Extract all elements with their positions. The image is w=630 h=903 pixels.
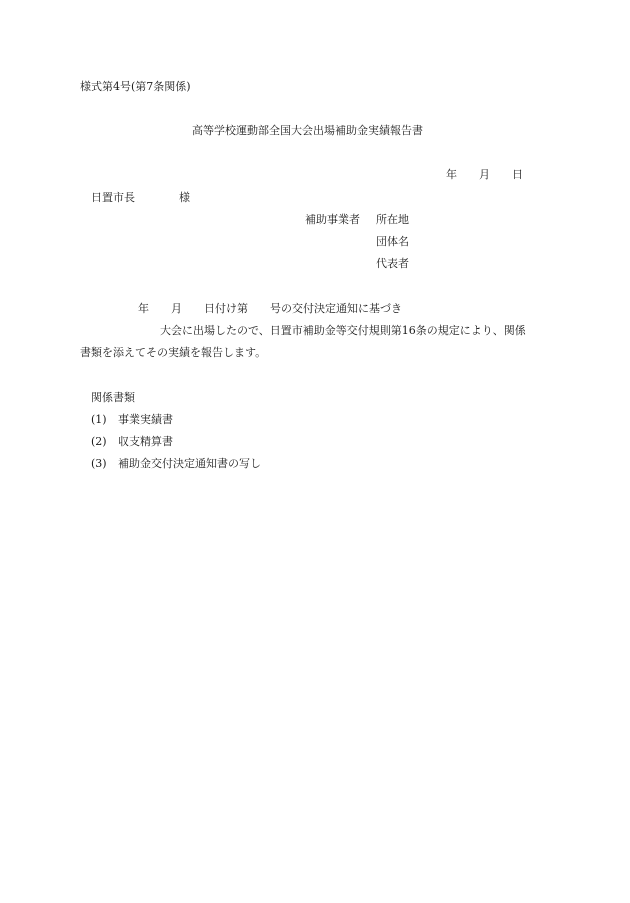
organization-label: 団体名: [376, 235, 409, 248]
addressee: 日置市長 様: [91, 191, 190, 204]
document-item-number: (3): [91, 457, 107, 470]
document-item-label: 事業実績書: [118, 413, 173, 426]
document-item-label: 補助金交付決定通知書の写し: [118, 457, 261, 470]
documents-heading: 関係書類: [91, 391, 135, 404]
representative-label: 代表者: [376, 257, 409, 270]
body-line-2: 大会に出場したので、日置市補助金等交付規則第16条の規定により、関係: [160, 324, 526, 337]
document-item-label: 収支精算書: [118, 435, 173, 448]
document-item-number: (1): [91, 413, 107, 426]
applicant-role: 補助事業者: [305, 213, 360, 226]
date-line: 年 月 日: [446, 168, 523, 181]
body-line-3: 書類を添えてその実績を報告します。: [80, 346, 267, 359]
address-label: 所在地: [376, 213, 409, 226]
document-item-number: (2): [91, 435, 107, 448]
body-line-1: 年 月 日付け第 号の交付決定通知に基づき: [138, 302, 402, 315]
form-number: 様式第4号(第7条関係): [80, 80, 191, 93]
document-title: 高等学校運動部全国大会出場補助金実績報告書: [192, 124, 423, 137]
